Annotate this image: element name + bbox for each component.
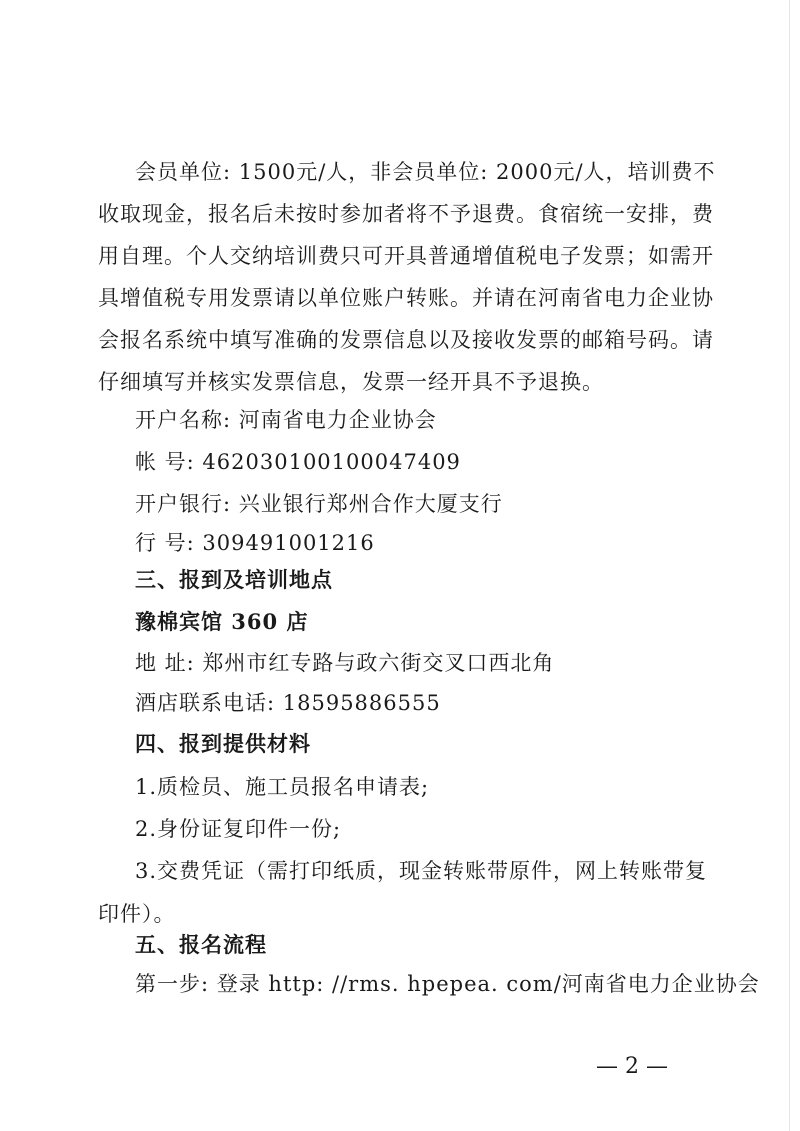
bank-account-name: 开户名称: 河南省电力企业协会 bbox=[135, 408, 437, 432]
hotel-address: 地 址: 郑州市红专路与政六街交叉口西北角 bbox=[135, 651, 555, 675]
material-item-2: 2.身份证复印件一份; bbox=[135, 817, 342, 841]
section-5-heading: 五、报名流程 bbox=[135, 933, 267, 957]
fee-line-3: 用自理。个人交纳培训费只可开具普通增值税电子发票；如需开 bbox=[98, 244, 714, 268]
material-item-3: 3.交费凭证（需打印纸质，现金转账带原件，网上转账带复 bbox=[135, 859, 708, 883]
hotel-phone: 酒店联系电话: 18595886555 bbox=[135, 691, 441, 715]
bank-account-number: 帐 号: 462030100100047409 bbox=[135, 450, 461, 474]
fee-line-2: 收取现金，报名后未按时参加者将不予退费。食宿统一安排，费 bbox=[98, 202, 714, 226]
fee-line-6: 仔细填写并核实发票信息，发票一经开具不予退换。 bbox=[98, 370, 604, 394]
section-3-heading: 三、报到及培训地点 bbox=[135, 568, 333, 592]
bank-branch: 开户银行: 兴业银行郑州合作大厦支行 bbox=[135, 492, 503, 516]
bank-code: 行 号: 309491001216 bbox=[135, 531, 375, 555]
section-4-heading: 四、报到提供材料 bbox=[135, 732, 311, 756]
fee-line-1: 会员单位: 1500元/人，非会员单位: 2000元/人，培训费不 bbox=[135, 160, 716, 184]
scan-edge-line bbox=[789, 0, 790, 1131]
material-item-1: 1.质检员、施工员报名申请表; bbox=[135, 775, 430, 799]
material-item-3-continued: 印件）。 bbox=[98, 902, 176, 926]
page-number: — 2 — bbox=[596, 1054, 668, 1079]
fee-line-5: 会报名系统中填写准确的发票信息以及接收发票的邮箱号码。请 bbox=[98, 328, 714, 352]
hotel-name: 豫棉宾馆 360 店 bbox=[135, 609, 309, 634]
registration-step-1: 第一步: 登录 http: //rms. hpepea. com/河南省电力企业协会 bbox=[135, 972, 760, 996]
fee-line-4: 具增值税专用发票请以单位账户转账。并请在河南省电力企业协 bbox=[98, 286, 714, 310]
